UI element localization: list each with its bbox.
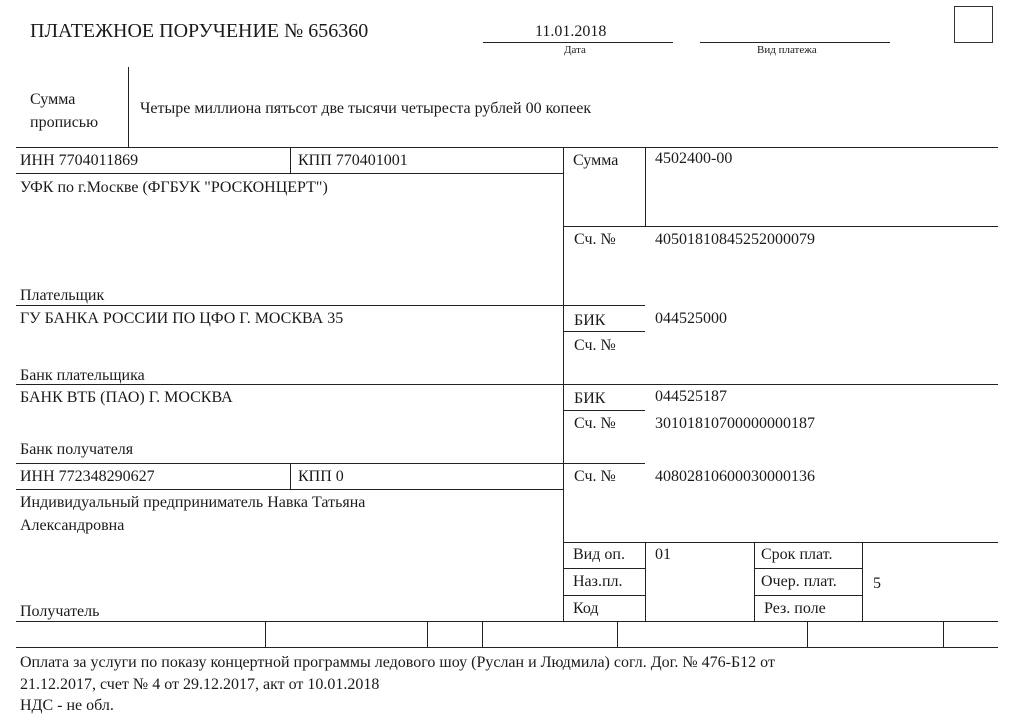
naz-pl-label: Наз.пл. (573, 573, 623, 590)
purpose-line-3: НДС - не обл. (20, 697, 114, 714)
srok-left-divider (754, 542, 755, 621)
payment-type-underline (700, 42, 890, 43)
vid-op-label: Вид оп. (573, 546, 625, 563)
left-block-right-border (563, 147, 564, 621)
row-line-top (16, 147, 998, 148)
recipient-name-line-2: Александровна (20, 517, 125, 534)
date-value: 11.01.2018 (535, 23, 607, 40)
recipient-name-line-1: Индивидуальный предприниматель Навка Татьяна (20, 494, 366, 511)
recipient-kpp: КПП 0 (298, 468, 344, 485)
amount-words-label-2: прописью (30, 114, 99, 131)
fields-row-bottom (16, 647, 998, 648)
field-divider-1 (265, 621, 266, 647)
recipient-label: Получатель (20, 603, 100, 620)
recipient-account-label: Сч. № (574, 468, 616, 485)
payer-inn-kpp-divider (290, 147, 291, 173)
rez-label: Рез. поле (764, 600, 826, 617)
fields-row-top (16, 621, 998, 622)
purpose-line-1: Оплата за услуги по показу концертной программы ледового шоу (Руслан и Людмила) согл. Дог. № 476-Б12 от (20, 654, 775, 671)
operation-label-divider (645, 542, 646, 621)
recipient-inn: ИНН 772348290627 (20, 468, 155, 485)
recipient-bank-name: БАНК ВТБ (ПАО) Г. МОСКВА (20, 389, 233, 406)
sum-label: Сумма (573, 152, 619, 169)
payer-bank-account-label: Сч. № (574, 337, 616, 354)
ocher-value: 5 (873, 575, 881, 592)
payer-inn-line (16, 173, 563, 174)
payer-bank-bik-value: 044525000 (655, 310, 727, 327)
field-divider-4 (617, 621, 618, 647)
srok-line (754, 568, 862, 569)
sum-value: 4502400-00 (655, 150, 733, 167)
vid-op-value: 01 (655, 546, 671, 563)
recipient-bank-account-label: Сч. № (574, 415, 616, 432)
recipient-bank-bik-line (563, 410, 645, 411)
kod-label: Код (573, 600, 599, 617)
date-underline (483, 42, 673, 43)
srok-label: Срок плат. (761, 546, 833, 563)
recipient-bank-account-value: 30101810700000000187 (655, 415, 815, 432)
payer-bank-bik-label: БИК (574, 312, 606, 329)
payer-name: УФК по г.Москве (ФГБУК "РОСКОНЦЕРТ") (20, 179, 328, 196)
amount-words-value: Четыре миллиона пятьсот две тысячи четыреста рублей 00 копеек (140, 100, 592, 117)
payer-bank-label: Банк плательщика (20, 367, 145, 384)
recipient-bank-bik-label: БИК (574, 390, 606, 407)
srok-right-divider (862, 542, 863, 621)
operation-top-line (563, 542, 998, 543)
purpose-line-2: 21.12.2017, счет № 4 от 29.12.2017, акт от 10.01.2018 (20, 676, 380, 693)
payer-account-label: Сч. № (574, 231, 616, 248)
ocher-label: Очер. плат. (761, 573, 837, 590)
document-title: ПЛАТЕЖНОЕ ПОРУЧЕНИЕ № 656360 (30, 20, 369, 42)
payer-account-value: 40501810845252000079 (655, 231, 815, 248)
ocher-line (754, 595, 862, 596)
date-label: Дата (564, 44, 586, 56)
form-code-box (954, 6, 993, 43)
sum-bottom-line (563, 226, 998, 227)
naz-pl-line (563, 595, 645, 596)
payment-type-label: Вид платежа (757, 44, 817, 56)
sum-label-divider (645, 147, 646, 226)
field-divider-3 (482, 621, 483, 647)
payer-kpp: КПП 770401001 (298, 152, 408, 169)
recipient-bank-label: Банк получателя (20, 441, 134, 458)
payer-label: Плательщик (20, 287, 105, 304)
payer-inn: ИНН 7704011869 (20, 152, 139, 169)
field-divider-6 (943, 621, 944, 647)
recipient-inn-line (16, 489, 563, 490)
recipient-account-value: 40802810600030000136 (655, 468, 815, 485)
payer-bank-bottom-line (16, 384, 998, 385)
payer-bottom-line (16, 305, 563, 306)
payer-acc-bottom-line (563, 305, 645, 306)
recipient-bank-acc-line (563, 463, 645, 464)
vid-op-line (563, 568, 645, 569)
payer-bank-name: ГУ БАНКА РОССИИ ПО ЦФО Г. МОСКВА 35 (20, 310, 344, 327)
recipient-inn-kpp-divider (290, 463, 291, 489)
payer-bank-bik-line (563, 331, 645, 332)
recipient-bank-bik-value: 044525187 (655, 388, 727, 405)
amount-words-label-1: Сумма (30, 91, 76, 108)
amount-words-divider (128, 67, 129, 147)
field-divider-2 (427, 621, 428, 647)
field-divider-5 (807, 621, 808, 647)
